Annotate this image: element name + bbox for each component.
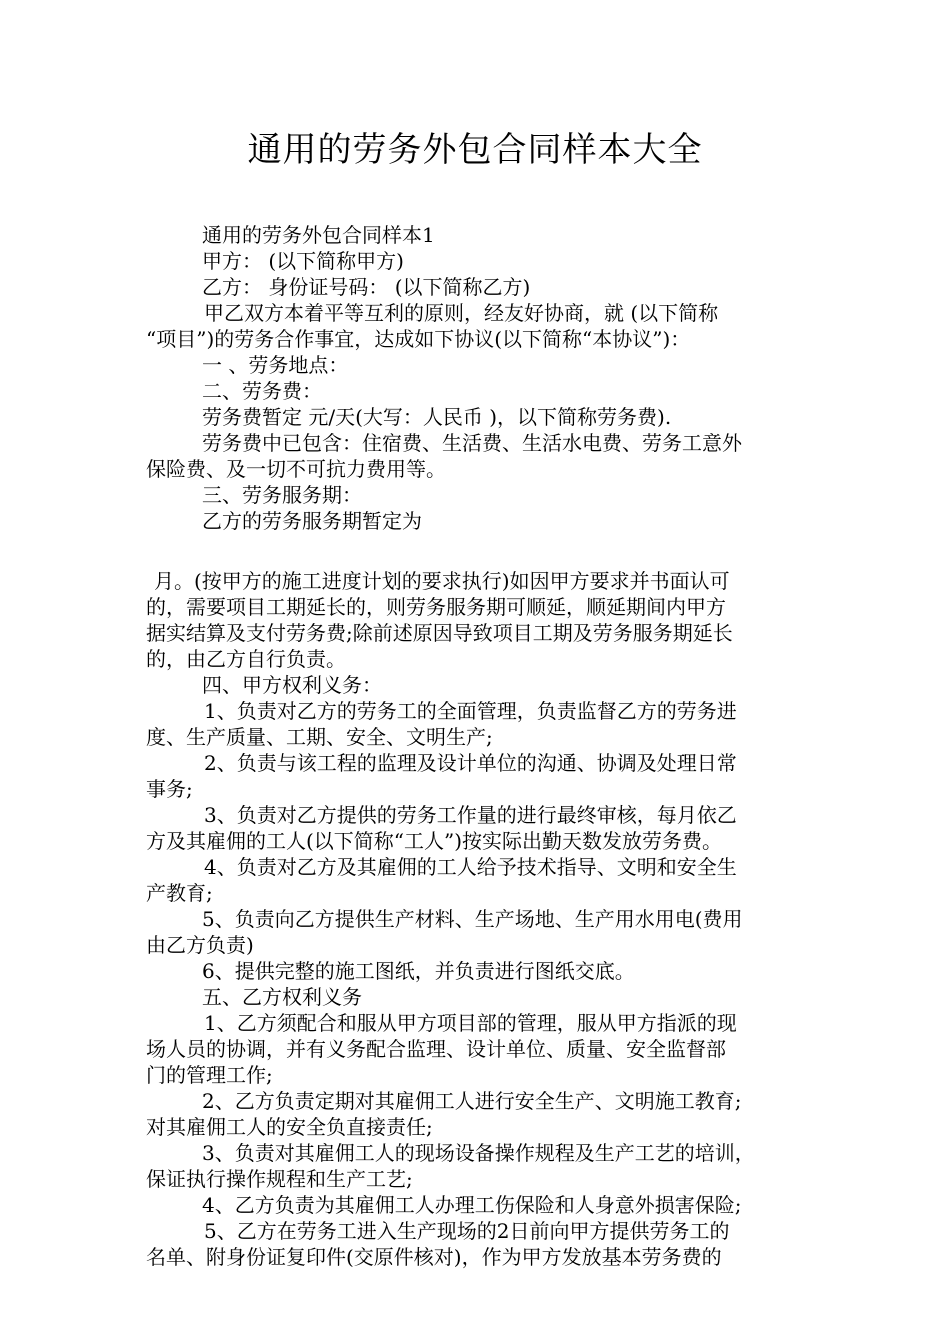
- document-title: 通用的劳务外包合同样本大全: [247, 130, 703, 170]
- clause-heading: 五、乙方权利义务: [202, 985, 362, 1009]
- paragraph-line: 乙方的劳务服务期暂定为: [202, 509, 422, 533]
- party-a-line: 甲方： (以下简称甲方): [202, 249, 404, 273]
- party-b-line: 乙方： 身份证号码： (以下简称乙方): [202, 275, 531, 299]
- clause-heading: 二、劳务费：: [202, 379, 322, 403]
- paragraph-line: 事务;: [146, 777, 193, 801]
- paragraph-line: 名单、附身份证复印件(交原件核对)，作为甲方发放基本劳务费的: [146, 1245, 722, 1269]
- paragraph-line: 4、乙方负责为其雇佣工人办理工伤保险和人身意外损害保险;: [202, 1193, 742, 1217]
- blank-gap: [146, 534, 811, 568]
- paragraph-line: 保证执行操作规程和生产工艺;: [146, 1167, 413, 1191]
- paragraph-line: 门的管理工作;: [146, 1063, 273, 1087]
- paragraph-line: 2、乙方负责定期对其雇佣工人进行安全生产、文明施工教育;: [202, 1089, 742, 1113]
- paragraph-line: 的，由乙方自行负责。: [146, 647, 346, 671]
- paragraph-line: 劳务费暂定 元/天(大写：人民币 )，以下简称劳务费).: [202, 405, 672, 429]
- paragraph-line: 由乙方负责): [146, 933, 254, 957]
- paragraph-line: 对其雇佣工人的安全负直接责任;: [146, 1115, 433, 1139]
- paragraph-line: 5、乙方在劳务工进入生产现场的2日前向甲方提供劳务工的: [204, 1219, 730, 1243]
- document-body: [146, 222, 811, 1270]
- paragraph-line: 5、负责向乙方提供生产材料、生产场地、生产用水用电(费用: [202, 907, 743, 931]
- paragraph-line: 的，需要项目工期延长的，则劳务服务期可顺延，顺延期间内甲方: [146, 595, 726, 619]
- paragraph-line: 据实结算及支付劳务费;除前述原因导致项目工期及劳务服务期延长: [146, 621, 733, 645]
- paragraph-line: 6、提供完整的施工图纸，并负责进行图纸交底。: [202, 959, 635, 983]
- paragraph-line: 保险费、及一切不可抗力费用等。: [146, 457, 446, 481]
- paragraph-line: 场人员的协调，并有义务配合监理、设计单位、质量、安全监督部: [146, 1037, 726, 1061]
- paragraph-line: 4、负责对乙方及其雇佣的工人给予技术指导、文明和安全生: [204, 855, 737, 879]
- clause-heading: 四、甲方权利义务：: [202, 673, 382, 697]
- paragraph-line: 1、乙方须配合和服从甲方项目部的管理，服从甲方指派的现: [204, 1011, 737, 1035]
- paragraph-line: 3、负责对乙方提供的劳务工作量的进行最终审核，每月依乙: [204, 803, 737, 827]
- paragraph-line: “项目”)的劳务合作事宜，达成如下协议(以下简称“本协议”)：: [146, 327, 691, 351]
- paragraph-line: 方及其雇佣的工人(以下简称“工人”)按实际出勤天数发放劳务费。: [146, 829, 723, 853]
- paragraph-line: 1、负责对乙方的劳务工的全面管理，负责监督乙方的劳务进: [204, 699, 737, 723]
- clause-heading: 一 、劳务地点：: [202, 353, 349, 377]
- paragraph-line: 月。(按甲方的施工进度计划的要求执行)如因甲方要求并书面认可: [154, 569, 730, 593]
- paragraph-line: 甲乙双方本着平等互利的原则，经友好协商，就 (以下简称: [204, 301, 719, 325]
- clause-heading: 三、劳务服务期：: [202, 483, 362, 507]
- paragraph-line: 度、生产质量、工期、安全、文明生产;: [146, 725, 493, 749]
- paragraph-line: 劳务费中已包含：住宿费、生活费、生活水电费、劳务工意外: [202, 431, 742, 455]
- paragraph-line: 2、负责与该工程的监理及设计单位的沟通、协调及处理日常: [204, 751, 737, 775]
- section-heading: 通用的劳务外包合同样本1: [202, 223, 435, 247]
- paragraph-line: 产教育;: [146, 881, 213, 905]
- paragraph-line: 3、负责对其雇佣工人的现场设备操作规程及生产工艺的培训，: [202, 1141, 755, 1165]
